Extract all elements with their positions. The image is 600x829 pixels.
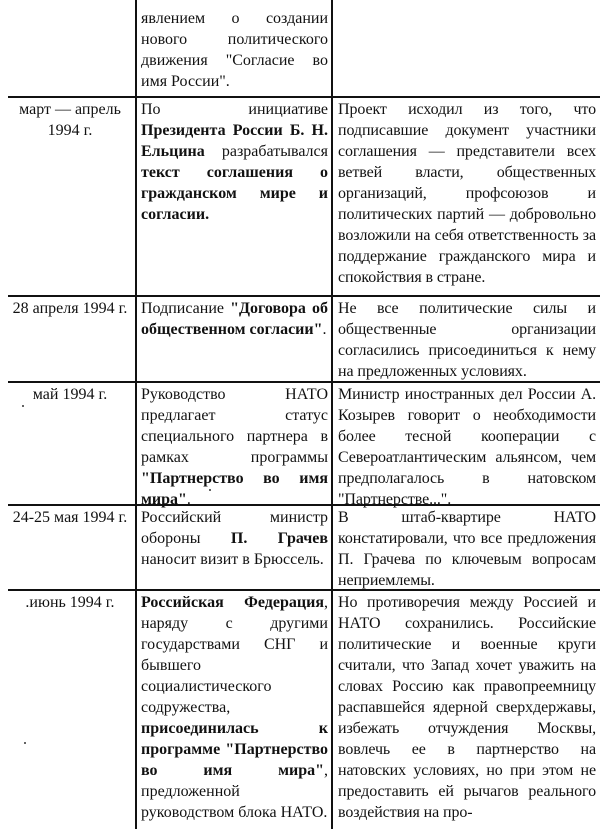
event-text: , предложенной руководством блока НАТО. xyxy=(141,762,328,821)
event-text: Подписание xyxy=(141,300,231,317)
event-text-bold: "Партнерство во имя мира" xyxy=(141,470,328,508)
scan-speck xyxy=(209,489,211,491)
date-cell: 24-25 мая 1994 г. xyxy=(12,509,128,526)
event-text-bold: Российская Федерация xyxy=(141,594,324,611)
comment-cell: В штаб-квартире НАТО констатировали, что все предложения П. Грачева по ключевым вопросам неприемлемы. xyxy=(338,509,596,589)
date-cell: .июнь 1994 г. xyxy=(25,594,115,611)
event-text: . xyxy=(186,491,191,508)
row-divider xyxy=(8,295,600,297)
column-divider-right xyxy=(331,0,333,829)
event-cell xyxy=(141,99,328,225)
date-cell: 28 апреля 1994 г. xyxy=(12,300,128,317)
comment-cell: Но противоречия между Россией и НАТО сохранились. Российские политические и военные круги считали, что Запад хочет уважить на словах Россию как правопреемницу распавшейся ядерной сверхдержавы, избежать отчуждения Москвы, вовлечь ее в партнерство на натовских условиях, но при этом не предоставить ей рычагов реального воздействия на про- xyxy=(338,594,596,821)
event-cell xyxy=(141,298,328,340)
date-cell: май 1994 г. xyxy=(32,386,108,403)
event-cell xyxy=(141,8,328,92)
event-text: , наряду с другими государствами СНГ и бывшего социалистического содружества, xyxy=(141,594,328,716)
event-text-bold: "Договора об общественном согласии" xyxy=(141,300,328,338)
event-text-bold: присоединилась к программе "Партнерство во имя мира" xyxy=(141,720,328,779)
date-cell: март — апрель 1994 г. xyxy=(19,101,121,139)
event-cell xyxy=(141,592,328,823)
event-text: наносит визит в Брюссель. xyxy=(141,551,324,568)
event-text-bold: Президента России Б. Н. Ельцина xyxy=(141,122,328,160)
event-text: Российский министр обороны xyxy=(141,509,328,547)
row-divider xyxy=(8,96,600,98)
event-text-bold: П. Грачев xyxy=(230,530,328,547)
event-text: . xyxy=(322,321,327,338)
event-text: По инициативе xyxy=(141,101,328,118)
event-text: Руководство НАТО предлагает статус специального партнера в рамках программы xyxy=(141,386,328,466)
event-cell xyxy=(141,507,328,570)
comment-cell: Министр иностранных дел России А. Козырев говорит о необходимости более тесной кооперации с Североатлантическим альянсом, чем предполагалось в натовском "Партнерстве...". xyxy=(338,386,596,508)
comment-cell: Проект исходил из того, что подписавшие документ участники соглашения — представители всех ветвей власти, общественных организаций, профсоюзов и политических партий — добровольно возложили на себя ответственность за поддержание гражданского мира и спокойствия в стране. xyxy=(338,101,596,286)
event-cell xyxy=(141,384,328,510)
scan-speck xyxy=(22,405,24,407)
event-text: разрабатывался xyxy=(204,143,328,160)
column-divider-left xyxy=(135,0,137,829)
scan-speck xyxy=(24,742,26,744)
event-text-bold: текст соглашения о гражданском мире и согласии. xyxy=(141,164,328,223)
comment-cell: Не все политические силы и общественные организации согласились присоединиться к нему на предложенных условиях. xyxy=(338,300,596,380)
event-text: явлением о создании нового политического движения "Согласие во имя России". xyxy=(141,10,328,90)
